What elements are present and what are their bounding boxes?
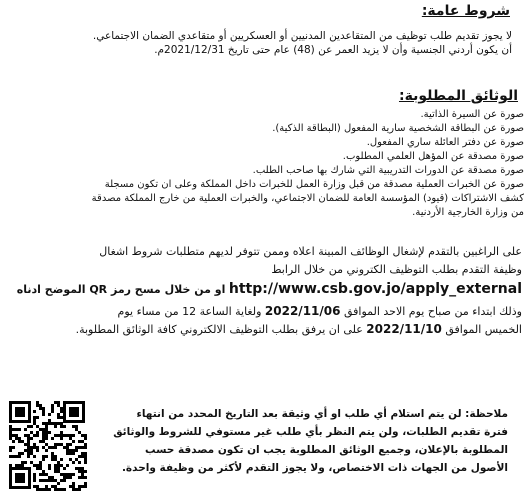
required-document-item: صورة عن البطاقة الشخصية سارية المفعول (البطاقة الذكية). xyxy=(272,123,524,134)
start-date: 2022/11/06 xyxy=(264,304,341,318)
apply-line xyxy=(76,322,522,337)
qr-code-icon[interactable] xyxy=(5,395,89,495)
required-document-item: صورة عن الخبرات العملية مصدقة من قبل وزارة العمل للخبرات داخل المملكة وعلى ان تكون مسجلة xyxy=(104,179,524,190)
apply-qr-text: او من خلال مسح رمز QR الموضح ادناه xyxy=(16,283,226,296)
apply-attach-text: على ان يرفق بطلب التوظيف الالكتروني كافة الوثائق المطلوبة. xyxy=(75,323,363,336)
required-document-item: صورة مصدقة عن الدورات التدريبية التي شارك بها صاحب الطلب. xyxy=(252,165,524,176)
required-document-item: صورة مصدقة عن المؤهل العلمي المطلوب. xyxy=(342,151,524,162)
note-line: المطلوبة بالإعلان، وجميع الوثائق المطلوبة يجب ان تكون مصدقة حسب xyxy=(145,444,508,456)
end-date: 2022/11/10 xyxy=(366,322,442,336)
apply-line xyxy=(17,282,522,297)
required-document-item: من وزارة الخارجية الأردنية. xyxy=(412,207,524,218)
required-document-item: كشف الاشتراكات (قيود) المؤسسة العامة للضمان الاجتماعي، والخبرات العملية من خارج المملكة مصدقة xyxy=(91,193,524,204)
apply-line xyxy=(118,304,522,319)
apply-thursday-text: الخميس الموافق xyxy=(445,323,522,336)
note-line: فترة تقديم الطلبات، ولن يتم النظر بأي طلب غير مستوفي للشروط والوثائق xyxy=(113,426,508,438)
apply-start-text: وذلك ابتداء من صباح يوم الاحد الموافق xyxy=(343,305,522,318)
general-condition-item: أن يكون أردني الجنسية وأن لا يزيد العمر عن (48) عام حتى تاريخ 2021/12/31م. xyxy=(154,44,512,56)
apply-end-time-text: ولغاية الساعة 12 من مساء يوم xyxy=(117,305,262,318)
required-documents-title: الوثائق المطلوبة: xyxy=(398,88,518,104)
apply-line: وظيفة التقدم بطلب التوظيف الكتروني من خلال الرابط xyxy=(271,263,522,276)
required-document-item: صورة عن دفتر العائلة ساري المفعول. xyxy=(366,137,524,148)
apply-line: على الراغبين بالتقدم لإشغال الوظائف المبينة اعلاه وممن تتوفر لديهم متطلبات شروط اشغال xyxy=(99,245,522,258)
note-line: الأصول من الجهات ذات الاختصاص، ولا يجوز التقدم لأكثر من وظيفة واحدة. xyxy=(121,462,508,474)
apply-url-link[interactable]: http://www.csb.gov.jo/apply_external xyxy=(228,281,522,297)
general-condition-item: لا يجوز تقديم طلب توظيف من المتقاعدين المدنيين أو العسكريين أو متقاعدي الضمان الاجتماعي. xyxy=(92,30,512,42)
note-line: ملاحظة: لن يتم استلام أي طلب او أي وثيقة بعد التاريخ المحدد من انتهاء xyxy=(136,408,508,420)
general-conditions-title: شروط عامة: xyxy=(421,3,510,19)
required-document-item: صورة عن السيرة الذاتية. xyxy=(420,109,524,120)
